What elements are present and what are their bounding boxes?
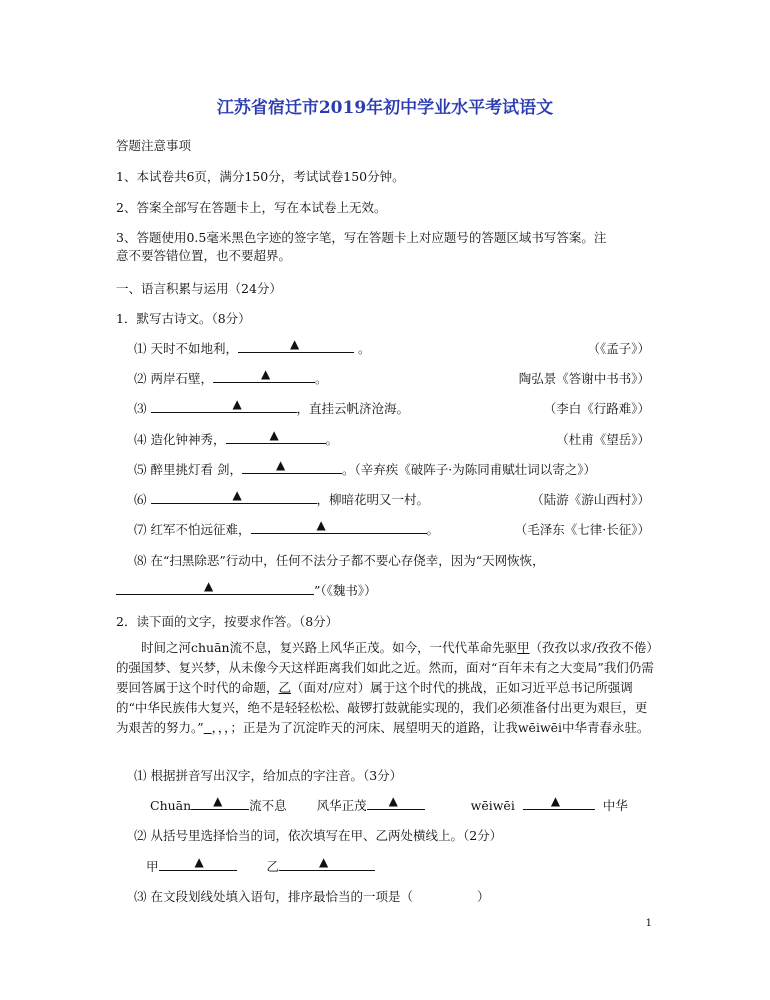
section-1-heading: 一、语言积累与运用（24分） — [116, 281, 282, 296]
answer-blank[interactable]: ▲ — [238, 340, 354, 353]
poem-source-6: （陆游《游山西村》） — [531, 492, 650, 507]
answer-blank[interactable]: ▲ — [191, 797, 249, 810]
notice-header: 答题注意事项 — [116, 138, 192, 153]
question-2-1-items: Chuān ▲ 流不息 风华正茂 ▲ wēiwēi ▲ 中华 — [150, 794, 628, 813]
poem-line-4: ⑷ 造化钟神秀， ▲ 。 — [134, 428, 339, 447]
poem-line-2: ⑵ 两岸石壁， ▲ 。 — [134, 367, 328, 386]
notice-2: 2、答案全部写在答题卡上，写在本试卷上无效。 — [116, 200, 387, 215]
question-2-2-items: 甲 ▲ 乙 ▲ — [146, 857, 375, 875]
answer-blank-jia[interactable]: ▲ — [159, 858, 237, 871]
poem-line-5: ⑸ 醉里挑灯看 剑， ▲ 。（辛弃疾《破阵子·为陈同甫赋壮词以寄之》） — [134, 458, 596, 477]
answer-blank[interactable]: ▲ — [116, 582, 314, 595]
question-2-1: ⑴ 根据拼音写出汉字，给加点的字注音。（3分） — [134, 768, 403, 783]
question-1: 1．默写古诗文。（8分） — [116, 311, 251, 326]
poem-source-7: （毛泽东《七律·长征》） — [514, 522, 650, 537]
answer-blank[interactable]: ▲ — [213, 370, 315, 383]
poem-source-1: （《孟子》） — [587, 341, 650, 356]
poem-source-4: （杜甫《望岳》） — [556, 432, 650, 447]
poem-line-1: ⑴ 天时不如地利， ▲ 。 — [134, 337, 371, 356]
poem-line-7: ⑺ 红军不怕远征难， ▲ 。 — [134, 518, 440, 537]
poem-source-2: 陶弘景《答谢中书书》） — [518, 371, 650, 386]
answer-blank[interactable]: ▲ — [242, 461, 342, 474]
poem-line-6: ⑹ ▲ ，柳暗花明又一村。 — [134, 488, 430, 507]
notice-1: 1、本试卷共6页，满分150分，考试试卷150分钟。 — [116, 169, 405, 184]
question-2: 2．读下面的文字，按要求作答。（8分） — [116, 614, 339, 629]
document-title: 江苏省宿迁市2019年初中学业水平考试语文 — [216, 98, 554, 118]
question-2-3: ⑶ 在文段划线处填入语句，排序最恰当的一项是（ ） — [134, 889, 490, 904]
answer-blank[interactable]: ▲ — [367, 797, 425, 810]
answer-blank-yi[interactable]: ▲ — [279, 858, 375, 871]
notice-3-cont: 意不要答错位置，也不要超界。 — [116, 248, 292, 263]
poem-line-8: ⑻ 在“扫黑除恶”行动中，任何不法分子都不要心存侥幸，因为“天网恢恢， — [134, 553, 545, 568]
page-number: 1 — [645, 918, 652, 929]
answer-blank[interactable]: ▲ — [523, 797, 595, 810]
notice-3: 3、答题使用0.5毫米黑色字迹的签字笔，写在答题卡上对应题号的答题区域书写答案。注 — [116, 230, 607, 245]
poem-line-8-cont: ▲ ”（《魏书》） — [116, 581, 377, 599]
poem-source-3: （李白《行路难》） — [543, 401, 650, 416]
answer-blank[interactable]: ▲ — [151, 400, 297, 413]
answer-blank[interactable]: ▲ — [226, 431, 326, 444]
answer-blank[interactable]: ▲ — [151, 491, 317, 504]
answer-blank[interactable]: ▲ — [251, 521, 427, 534]
poem-line-3: ⑶ ▲ ，直挂云帆济沧海。 — [134, 397, 410, 416]
reading-passage: 时间之河chuān流不息，复兴路上风华正茂。如今，一代代革命先驱甲（孜孜以求/孜孜不倦）的强国梦、复兴梦，从未像今天这样距离我们如此之近。然而，面对“百年未有之大变局”我们仍需要回答属于这个时代的命题，乙（面对/应对）属于这个时代的挑战，正如习近平总书记所强调的“中华民族伟大复兴，绝不是轻轻松松、敲锣打鼓就能实现的，我们必须准备付出更为艰巨，更为艰苦的努力。” ，，，；正是为了沉淀昨天的河床、展望明天的道路，让我wēiwēi中华青春永驻。 — [116, 640, 654, 735]
question-2-2: ⑵ 从括号里选择恰当的词，依次填写在甲、乙两处横线上。（2分） — [134, 828, 503, 843]
